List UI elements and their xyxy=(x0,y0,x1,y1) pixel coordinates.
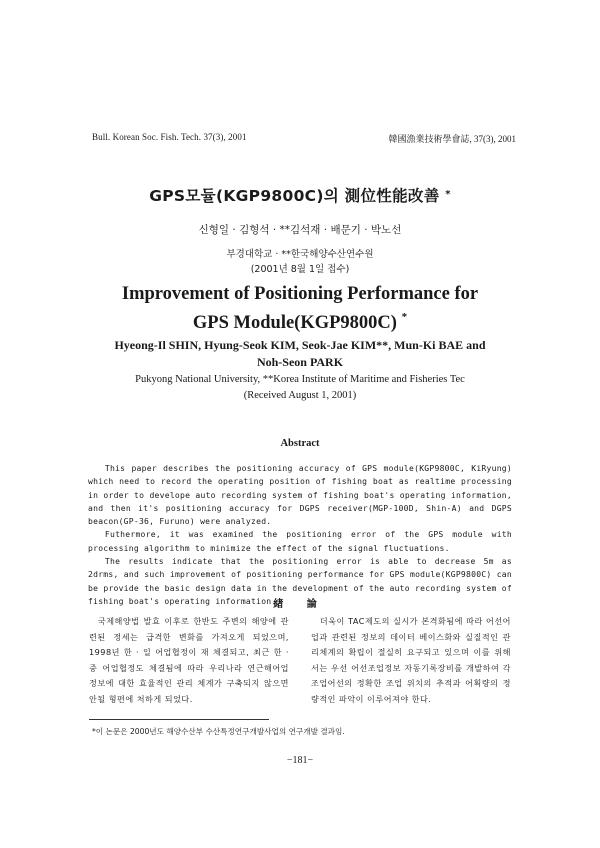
footnote: *이 논문은 2000년도 해양수산부 수산특정연구개발사업의 연구개발 결과임. xyxy=(92,727,345,736)
introduction-paragraph: 더욱이 TAC제도의 실시가 본격화됨에 따라 어선어업과 관련된 정보의 데이터 베이스화와 실질적인 관리체계의 확립이 절실히 요구되고 있으며 이를 위해서는 우선 어선조업정보 자동기록장비를 개발하여 각 조업어선의 정확한 조업 위치의 추적과 어획량의 정량적인 파악이 이루어져야 한다. xyxy=(311,616,511,704)
abstract-body xyxy=(88,462,512,608)
footnote-divider xyxy=(89,719,269,720)
introduction-heading: 緖 論 xyxy=(273,599,327,610)
abstract-heading: Abstract xyxy=(280,438,320,449)
introduction-left-column xyxy=(89,614,289,708)
english-received-date: (Received August 1, 2001) xyxy=(243,390,357,401)
english-authors-line-1: Hyeong-Il SHIN, Hyung-Seok KIM, Seok-Jae KIM**, Mun-Ki BAE and xyxy=(114,338,486,352)
abstract-paragraph: The results indicate that the positioning error is able to decrease 5m as 2drms, and such improvement of positioning performance for GPS module(KGP9800C) can be provide the basic design data in the development of the auto recording system of fishing boat's operating information. xyxy=(88,557,512,606)
english-authors xyxy=(0,337,600,371)
english-affiliation xyxy=(0,372,600,404)
korean-affiliation-institutions: 부경대학교 · **한국해양수산연수원 xyxy=(226,249,374,260)
english-title-line-1: Improvement of Positioning Performance for xyxy=(121,284,479,304)
abstract-paragraph: Futhermore, it was examined the positioning error of the GPS module with processing algorithm to minimize the effect of the signal fluctuations. xyxy=(88,530,512,553)
running-header-right: 韓國漁業技術學會誌, 37(3), 2001 xyxy=(388,134,516,144)
korean-received-date: (2001년 8월 1일 접수) xyxy=(250,264,350,275)
english-title-line-2-text: GPS Module(KGP9800C) xyxy=(192,313,397,333)
korean-title xyxy=(0,184,600,206)
introduction-right-column xyxy=(311,614,511,708)
running-header-left: Bull. Korean Soc. Fish. Tech. 37(3), 2001 xyxy=(92,132,247,142)
korean-title-footnote-mark: * xyxy=(445,189,451,200)
introduction-paragraph: 국제해양법 발효 이후로 한반도 주변의 해양에 관련된 정세는 급격한 변화를 가져오게 되었으며, 1998년 한 · 일 어업협정이 재 체결되고, 최근 한 · 중 어업협정도 체결됨에 따라 우리나라 연근해어업 정보에 대한 효율적인 관리 체계가 구축되지 않으면 안될 형편에 처하게 되었다. xyxy=(89,616,289,704)
abstract-paragraph: This paper describes the positioning accuracy of GPS module(KGP9800C, KiRyung) which need to record the operating position of fishing boat as realtime processing in order to develope auto recording system of fishing boat's operating information, and then it's positioning accuracy for DGPS receiver(MGP-100D, Shin-A) and DGPS beacon(GP-36, Furuno) were analyzed. xyxy=(88,464,512,527)
english-title-footnote-mark: * xyxy=(401,311,408,323)
korean-title-text: GPS모듈(KGP9800C)의 測位性能改善 xyxy=(149,187,440,205)
english-affiliation-institutions: Pukyong National University, **Korea Institute of Maritime and Fisheries Tec xyxy=(135,374,465,385)
page-number: −181− xyxy=(286,755,314,766)
english-authors-line-2: Noh-Seon PARK xyxy=(256,355,344,369)
korean-authors: 신형일 · 김형석 · **김석재 · 배문기 · 박노선 xyxy=(198,224,402,236)
english-title xyxy=(0,283,600,335)
korean-affiliation xyxy=(0,247,600,277)
english-title-line-2 xyxy=(0,306,600,335)
